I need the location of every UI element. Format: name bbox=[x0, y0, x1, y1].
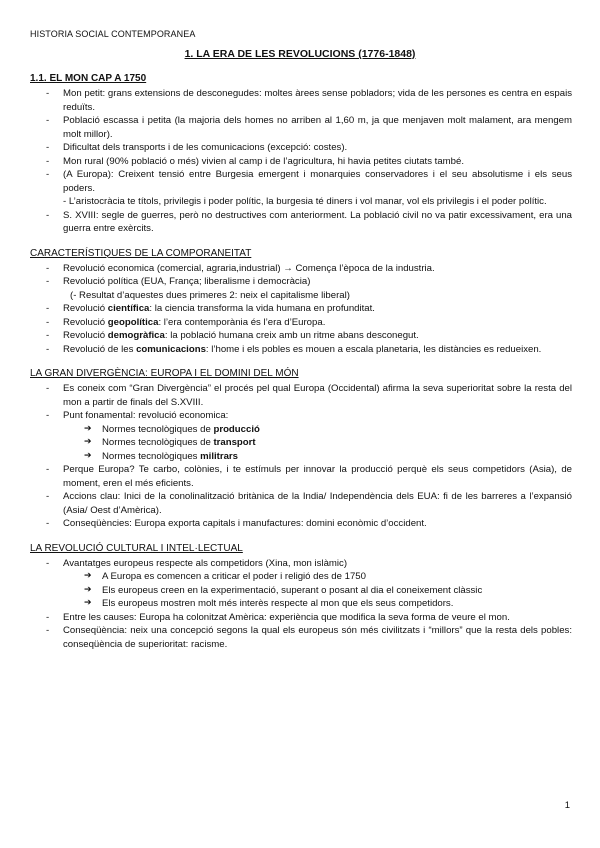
item-text: Revolució bbox=[63, 316, 108, 328]
item-keyword: geopolítica bbox=[107, 316, 159, 328]
bullet-list bbox=[30, 382, 572, 423]
arrow-list bbox=[30, 570, 572, 611]
list-item bbox=[30, 302, 572, 316]
arrow-item bbox=[30, 584, 572, 598]
list-item: - Mon rural (90% població o més) vivien al camp i de l’agricultura, hi havia petites ciutats també. bbox=[30, 155, 572, 169]
list-item: - Dificultat dels transports i de les comunicacions (excepció: costes). bbox=[30, 141, 572, 155]
bullet-list bbox=[30, 463, 572, 531]
item-text: : la ciencia transforma la vida humana en profunditat. bbox=[149, 303, 375, 314]
list-item: - Revolució política (EUA, França; liberalisme i democràcia) bbox=[30, 275, 572, 289]
section-heading: 1.1. EL MON CAP A 1750 bbox=[30, 73, 147, 84]
item-text: : l’era contemporània és l’era d’Europa. bbox=[158, 316, 326, 328]
item-keyword: militrars bbox=[200, 450, 238, 462]
arrow-item bbox=[30, 570, 572, 584]
document-title: 1. LA ERA DE LES REVOLUCIONS (1776-1848) bbox=[184, 48, 416, 60]
list-item: - S. XVIII: segle de guerres, però no destructives com anteriorment. La població civil no va patir excessivament, era una guerra entre exèrcits. bbox=[30, 209, 572, 236]
item-keyword: demogràfica bbox=[107, 330, 165, 341]
section-cultural-revolution bbox=[30, 542, 572, 652]
section-world-1750 bbox=[30, 72, 572, 236]
item-text: Revolució bbox=[63, 330, 108, 341]
list-item: - Avantatges europeus respecte als competidors (Xina, mon islàmic) bbox=[30, 557, 572, 571]
list-item: - Es coneix com “Gran Divergència” el procés pel qual Europa (Occidental) afirma la seva superioritat sobre la resta del mon a partir de finals del S.XVIII. bbox=[30, 382, 572, 409]
bullet-list bbox=[30, 302, 572, 356]
bullet-list bbox=[30, 209, 572, 236]
list-item: - Accions clau: Inici de la conolinalització britànica de la India/ Independència dels EUA: fi de les barreres a l’expansió (Asia/ Oest d’Amèrica). bbox=[30, 490, 572, 517]
sub-note: (- Resultat d’aquestes dues primeres 2: neix el capitalisme liberal) bbox=[70, 289, 350, 301]
arrow-item bbox=[30, 436, 572, 450]
bullet-list bbox=[30, 557, 572, 571]
arrow-icon: ➔ bbox=[84, 598, 92, 608]
item-text: Normes tecnològiques de bbox=[102, 423, 214, 435]
item-keyword: transport bbox=[213, 437, 256, 448]
section-heading: LA REVOLUCIÓ CULTURAL I INTEL·LECTUAL bbox=[30, 542, 243, 554]
item-keyword: comunicacions bbox=[136, 343, 206, 355]
arrow-icon: ➔ bbox=[84, 450, 92, 461]
item-text: Normes tecnològiques de bbox=[102, 437, 214, 448]
section-contemporaneity bbox=[30, 247, 572, 357]
sub-note: - L’aristocràcia te títols, privilegis i poder polític, la burgesia té diners i vol manar, vol els privilegis i el poder polític. bbox=[63, 196, 547, 207]
list-item: - Entre les causes: Europa ha colonitzat Amèrica: experiència que modifica la seva forma de veure el mon. bbox=[30, 611, 572, 625]
item-text: Els europeus creen en la experimentació, superant o posant al dia el coneixement clàssic bbox=[102, 584, 483, 596]
section-heading: LA GRAN DIVERGÈNCIA: EUROPA I EL DOMINI DEL MÓN bbox=[30, 368, 299, 379]
page-number: 1 bbox=[564, 800, 570, 811]
list-item: - Conseqüència: neix una concepció segons la qual els europeus són més civilitzats i “millors” que la resta dels pobles: conseqüència de superioritat: racisme. bbox=[30, 624, 572, 651]
arrow-item bbox=[30, 423, 572, 437]
item-keyword: producció bbox=[213, 423, 260, 435]
section-great-divergence bbox=[30, 367, 572, 531]
item-text: : la població humana creix amb un ritme abans desconegut. bbox=[164, 330, 419, 341]
list-item: - Perque Europa? Te carbo, colònies, i te estímuls per innovar la producció perquè els seus competidors (Asia), de moment, eren el més eficients. bbox=[30, 463, 572, 490]
arrow-item bbox=[30, 597, 572, 611]
list-item bbox=[30, 316, 572, 330]
arrow-icon: ➔ bbox=[84, 423, 92, 434]
list-item: - (A Europa): Creixent tensió entre Burgesia emergent i monarquies conservadores i el seu absolutisme i els seus poders. bbox=[30, 168, 572, 195]
item-text: : l’home i els pobles es mouen a escala planetaria, les distàncies es redueixen. bbox=[205, 343, 542, 355]
list-item: - Conseqüències: Europa exporta capitals i manufactures: domini econòmic d’occident. bbox=[30, 517, 572, 531]
item-text: Revolució bbox=[63, 303, 108, 314]
section-heading: CARACTERÍSTIQUES DE LA COMPORANEITAT bbox=[30, 247, 252, 259]
list-item: - Punt fonamental: revolució economica: bbox=[30, 409, 572, 423]
list-item: - Població escassa i petita (la majoria dels homes no arriben al 1,60 m, ja que menjaven molt malament, ara mengem molt millor). bbox=[30, 114, 572, 141]
item-text: Els europeus mostren molt més interès respecte al mon que els seus competidors. bbox=[102, 598, 454, 609]
arrow-icon: ➔ bbox=[84, 437, 92, 447]
list-item bbox=[30, 343, 572, 357]
arrow-icon: ➔ bbox=[84, 571, 92, 581]
item-text: A Europa es comencen a criticar el poder i religió des de 1750 bbox=[102, 571, 366, 582]
list-item: - Mon petit: grans extensions de desconegudes: moltes àrees sense pobladors; vida de les persones es centra en espais reduïts. bbox=[30, 87, 572, 114]
arrow-list bbox=[30, 423, 572, 464]
item-keyword: científica bbox=[107, 303, 150, 314]
item-text: Revolució de les bbox=[63, 343, 137, 355]
running-header: HISTORIA SOCIAL CONTEMPORANEA bbox=[30, 29, 196, 39]
bullet-list bbox=[30, 611, 572, 652]
bullet-list bbox=[30, 87, 572, 195]
item-text: Normes tecnològiques bbox=[102, 450, 201, 462]
bullet-list bbox=[30, 262, 572, 289]
document-body bbox=[30, 72, 572, 662]
list-item bbox=[30, 329, 572, 343]
arrow-icon: ➔ bbox=[84, 584, 92, 595]
list-item: - Revolució economica (comercial, agraria,industrial) → Comença l’època de la industria. bbox=[30, 262, 572, 276]
arrow-item bbox=[30, 450, 572, 464]
